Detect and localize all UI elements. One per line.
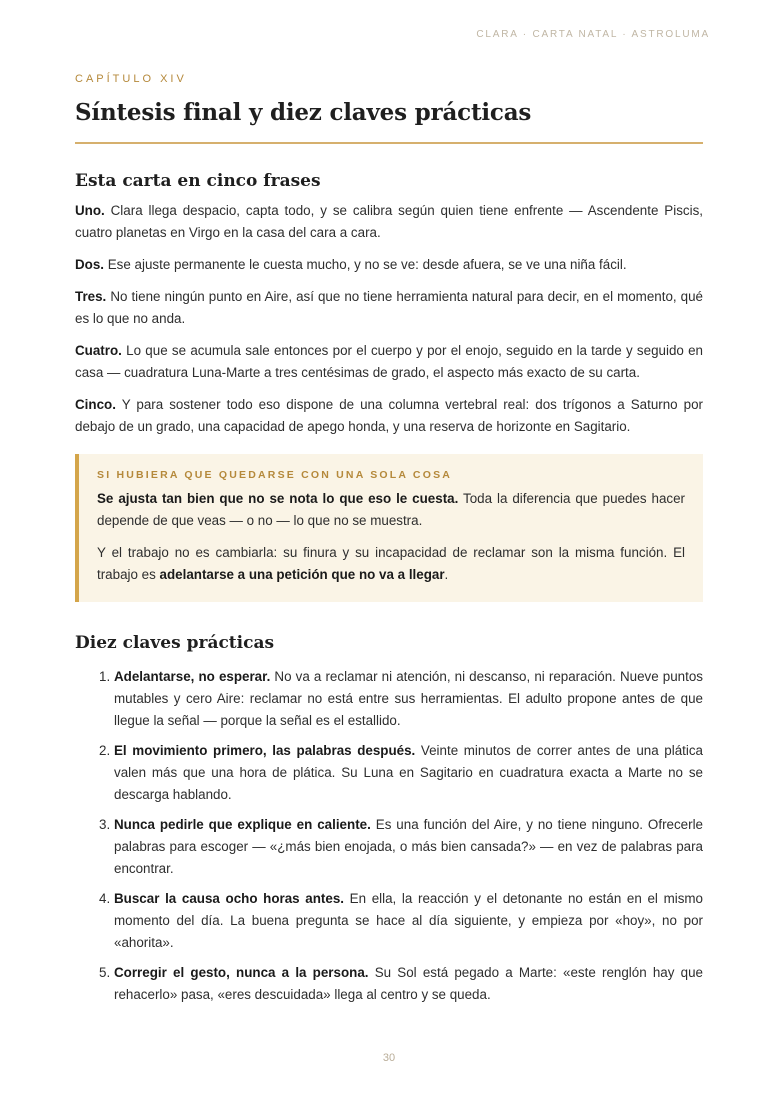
frase-paragraph [75, 200, 703, 244]
section-heading-frases: Esta carta en cinco frases [75, 171, 321, 191]
list-item [99, 814, 703, 880]
frase-paragraph [75, 254, 703, 276]
frase-lead: Cinco. [75, 397, 116, 412]
frase-paragraph [75, 340, 703, 384]
frases-list [75, 200, 703, 438]
clave-text: Es una función del Aire, y no tiene ninguno. Ofrecerle palabras para escoger — «¿más bien enojada, o más bien cansada?» — en vez de palabras para encontrar. [114, 817, 703, 876]
clave-lead: Nunca pedirle que explique en caliente. [114, 817, 371, 832]
callout-paragraph [97, 488, 685, 532]
frase-paragraph [75, 286, 703, 330]
list-item-number: 2. [99, 743, 111, 758]
clave-text: No va a reclamar ni atención, ni descanso, ni reparación. Nueve puntos mutables y cero Aire: reclamar no está entre sus herramientas. El adulto propone antes de que llegue la señal — porque la señal es el estallido. [114, 669, 703, 728]
list-item [99, 740, 703, 806]
callout-text: Toda la diferencia que puedes hacer depende de que veas — o no — lo que no se muestra. [97, 491, 685, 528]
list-item-number: 4. [99, 891, 111, 906]
list-item-number: 5. [99, 965, 111, 980]
frase-text: Ese ajuste permanente le cuesta mucho, y no se ve: desde afuera, se ve una niña fácil. [104, 257, 627, 272]
clave-lead: El movimiento primero, las palabras después. [114, 743, 416, 758]
list-item [99, 962, 703, 1006]
list-item-number: 1. [99, 669, 111, 684]
clave-text: Veinte minutos de correr antes de una plática valen más que una hora de plática. Su Luna en Sagitario en cuadratura exacta a Marte no se descarga hablando. [114, 743, 704, 802]
frase-text: Lo que se acumula sale entonces por el cuerpo y por el enojo, seguido en la tarde y seguido en casa — cuadratura Luna-Marte a tres centésimas de grado, el aspecto más exacto de su carta. [75, 343, 703, 380]
page-number: 30 [382, 1052, 396, 1064]
callout-text: Y el trabajo no es cambiarla: su finura y su incapacidad de reclamar son la misma función. El trabajo es [97, 545, 685, 582]
callout-bold-text: adelantarse a una petición que no va a llegar [159, 567, 445, 582]
frase-paragraph [75, 394, 703, 438]
clave-text: Su Sol está pegado a Marte: «este renglón hay que rehacerlo» pasa, «eres descuidada» llega al centro y se queda. [114, 965, 703, 1002]
running-header: CLARA · CARTA NATAL · ASTROLUMA [476, 29, 710, 40]
clave-text: En ella, la reacción y el detonante no están en el mismo momento del día. La buena pregunta se hace al día siguiente, y empieza por «hoy», no por «ahorita». [114, 891, 703, 950]
callout-text-end: . [444, 567, 449, 582]
frase-lead: Tres. [75, 289, 107, 304]
frase-lead: Cuatro. [75, 343, 122, 358]
callout-bold-text: Se ajusta tan bien que no se nota lo que eso le cuesta. [97, 491, 459, 506]
frase-text: Clara llega despacio, capta todo, y se calibra según quien tiene enfrente — Ascendente Piscis, cuatro planetas en Virgo en la casa del cara a cara. [75, 203, 703, 240]
page-content [75, 72, 703, 1006]
callout-paragraph [97, 542, 685, 586]
frase-text: No tiene ningún punto en Aire, así que no tiene herramienta natural para decir, en el momento, qué es lo que no anda. [75, 289, 703, 326]
list-item [99, 888, 703, 954]
chapter-title: Síntesis final y diez claves prácticas [75, 99, 532, 126]
key-takeaway-callout [75, 454, 703, 602]
frase-lead: Uno. [75, 203, 105, 218]
frase-lead: Dos. [75, 257, 105, 272]
section-heading-claves: Diez claves prácticas [75, 633, 275, 653]
clave-lead: Adelantarse, no esperar. [114, 669, 271, 684]
chapter-label: CAPÍTULO XIV [75, 73, 187, 85]
list-item [99, 666, 703, 732]
frase-text: Y para sostener todo eso dispone de una columna vertebral real: dos trígonos a Saturno por debajo de un grado, una capacidad de apego honda, y una reserva de horizonte en Sagitario. [75, 397, 703, 434]
title-divider [75, 142, 703, 144]
clave-lead: Corregir el gesto, nunca a la persona. [114, 965, 369, 980]
callout-label: SI HUBIERA QUE QUEDARSE CON UNA SOLA COSA [97, 469, 453, 481]
claves-list [75, 666, 703, 1006]
list-item-number: 3. [99, 817, 111, 832]
clave-lead: Buscar la causa ocho horas antes. [114, 891, 344, 906]
